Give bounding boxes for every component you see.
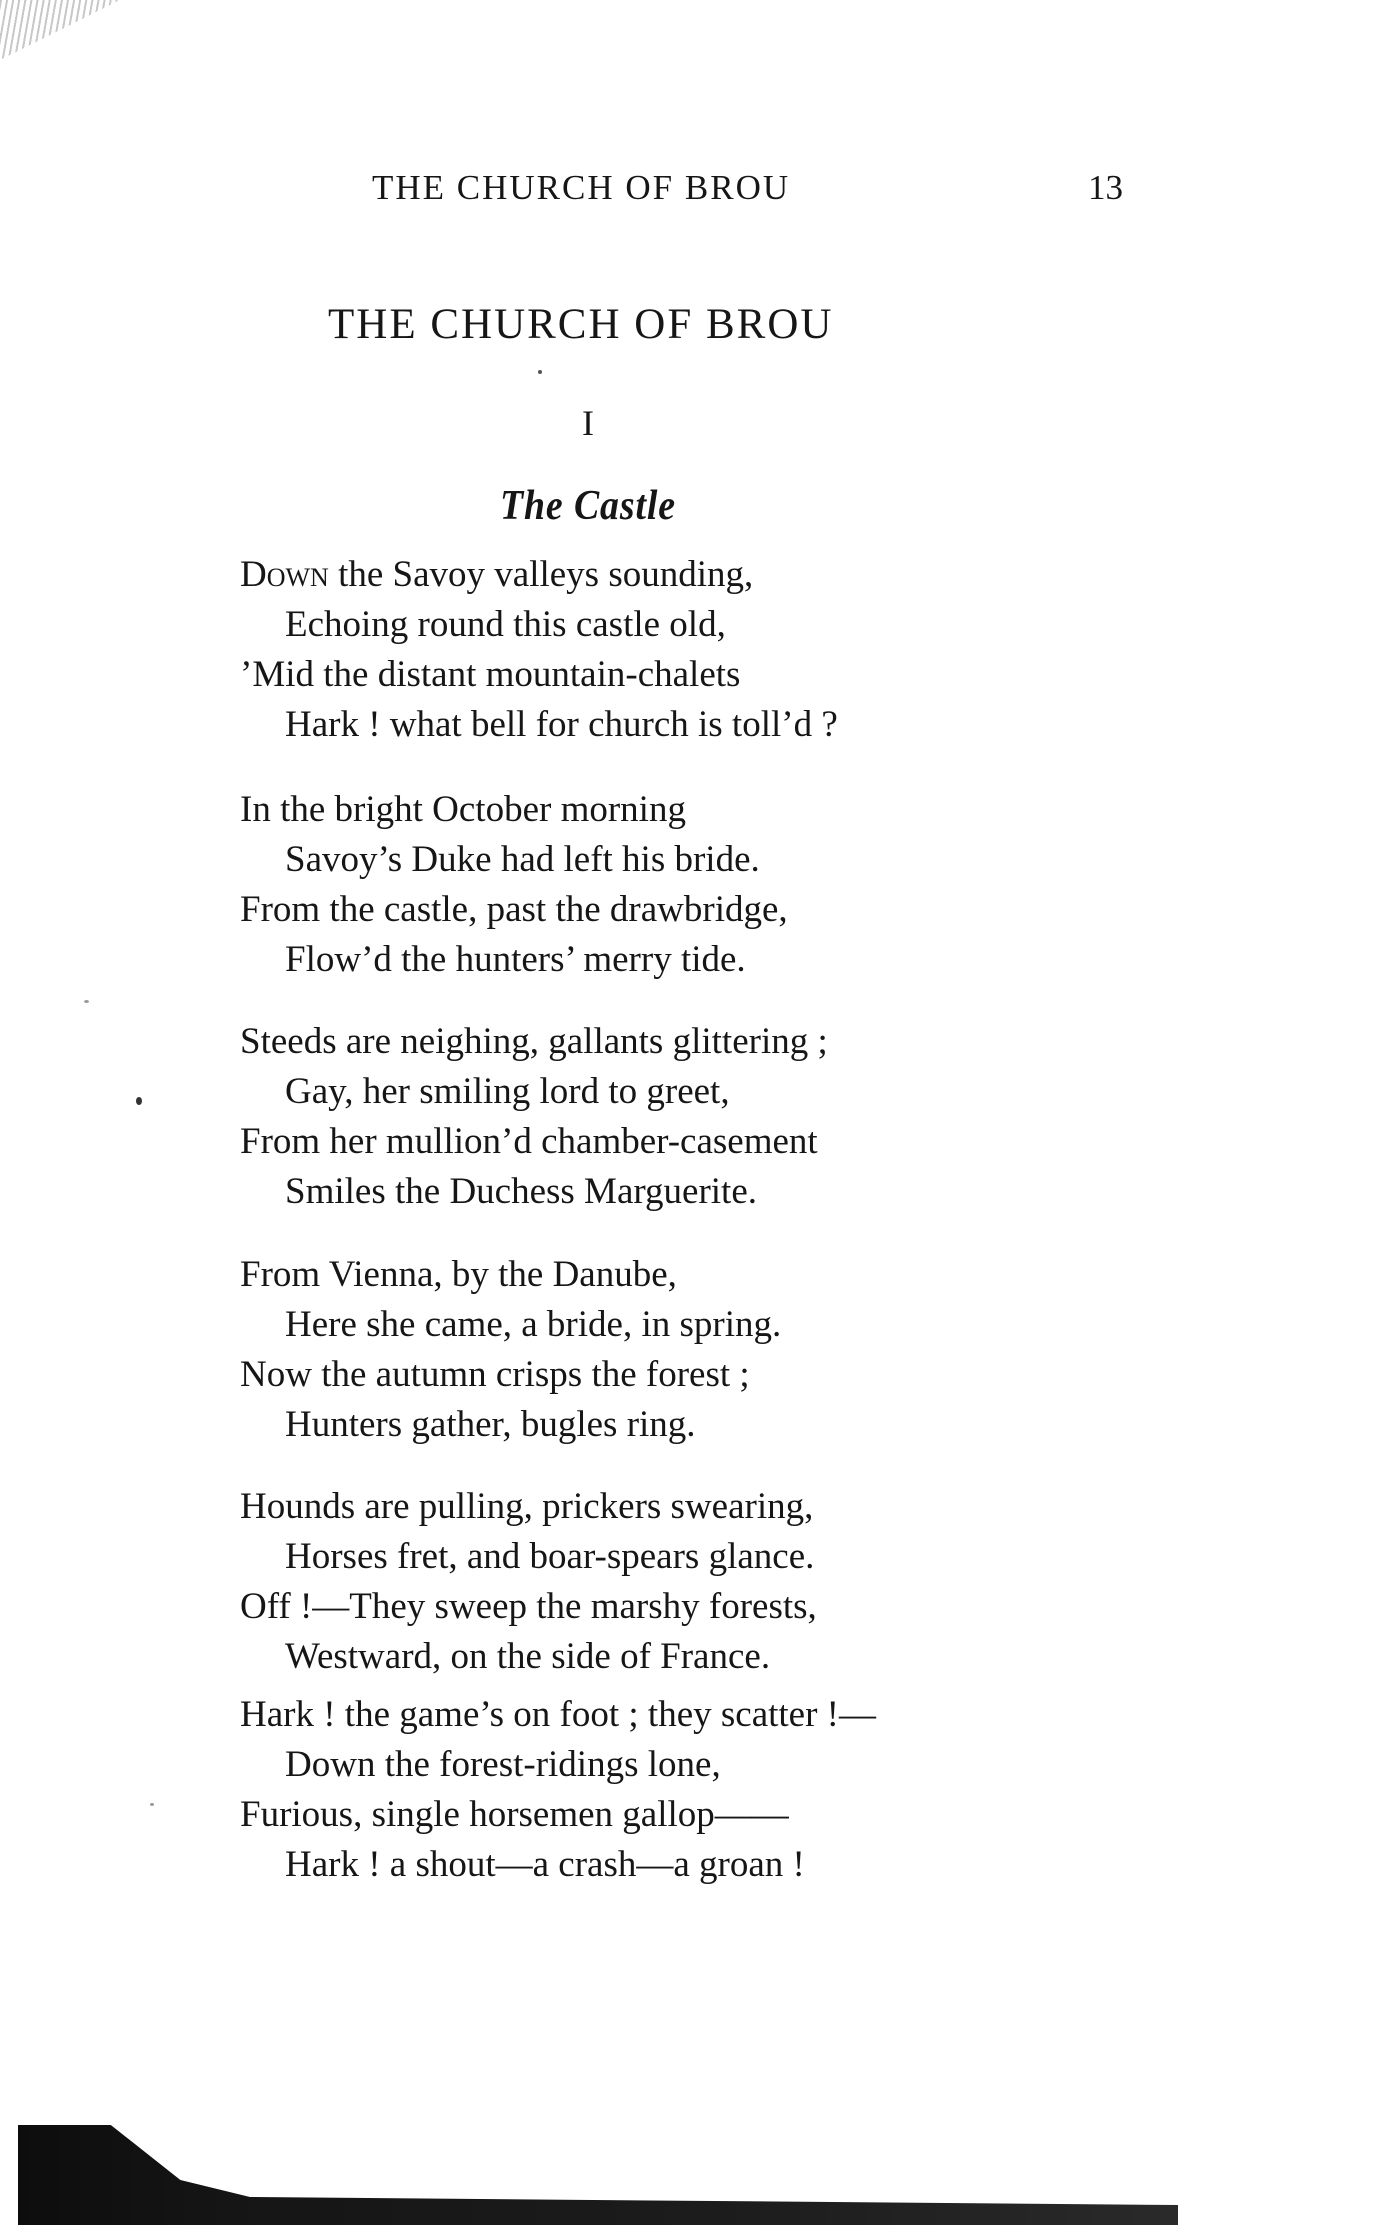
line-rest: the Savoy valleys sounding, <box>328 554 754 595</box>
poem-line: Hounds are pulling, prickers swearing, <box>240 1486 814 1527</box>
poem-line: Now the autumn crisps the forest ; <box>240 1354 750 1395</box>
poem-line: Here she came, a bride, in spring. <box>285 1304 782 1345</box>
stanza-1 <box>240 550 1060 750</box>
section-title: The Castle <box>500 483 676 529</box>
scan-speck <box>136 1097 142 1105</box>
poem-line: Flow’d the hunters’ merry tide. <box>285 939 746 980</box>
poem-line: Steeds are neighing, gallants glittering ; <box>240 1021 828 1062</box>
scan-corner-mark <box>0 0 120 60</box>
stanza-6 <box>240 1690 1060 1890</box>
part-number: I <box>582 403 594 443</box>
poem-line: Hark ! a shout—a crash—a groan ! <box>285 1844 805 1885</box>
poem-line: From her mullion’d chamber-casement <box>240 1121 818 1162</box>
poem-line: Down the forest-ridings lone, <box>285 1744 721 1785</box>
poem-line: Off !—They sweep the marshy forests, <box>240 1586 817 1627</box>
stanza-2 <box>240 785 1060 985</box>
poem-line: Furious, single horsemen gallop—— <box>240 1794 789 1835</box>
poem-line: From Vienna, by the Danube, <box>240 1254 677 1295</box>
poem-line: Hunters gather, bugles ring. <box>285 1404 696 1445</box>
poem-line: From the castle, past the drawbridge, <box>240 889 788 930</box>
scan-speck <box>538 370 542 374</box>
poem-line: Savoy’s Duke had left his bride. <box>285 839 760 880</box>
page-number: 13 <box>1088 168 1123 207</box>
poem-title: THE CHURCH OF BROU <box>328 301 834 348</box>
stanza-3 <box>240 1017 1060 1217</box>
stanza-5 <box>240 1482 1060 1682</box>
scan-speck <box>84 1000 89 1003</box>
poem-line <box>240 550 1060 600</box>
initial-word: Down <box>240 554 329 595</box>
poem-line: Westward, on the side of France. <box>285 1636 771 1677</box>
poem-line: Horses fret, and boar-spears glance. <box>285 1536 815 1577</box>
poem-line: Hark ! what bell for church is toll’d ? <box>285 704 838 745</box>
poem-line: ’Mid the distant mountain-chalets <box>240 654 741 695</box>
poem-line: In the bright October morning <box>240 789 686 830</box>
stanza-4 <box>240 1250 1060 1450</box>
poem-line: Echoing round this castle old, <box>285 604 726 645</box>
scan-shadow <box>18 2125 1178 2225</box>
poem-line: Hark ! the game’s on foot ; they scatter !— <box>240 1694 876 1735</box>
scan-speck <box>150 1803 154 1806</box>
poem-line: Smiles the Duchess Marguerite. <box>285 1171 758 1212</box>
poem-line: Gay, her smiling lord to greet, <box>285 1071 730 1112</box>
running-head: THE CHURCH OF BROU <box>372 168 791 207</box>
